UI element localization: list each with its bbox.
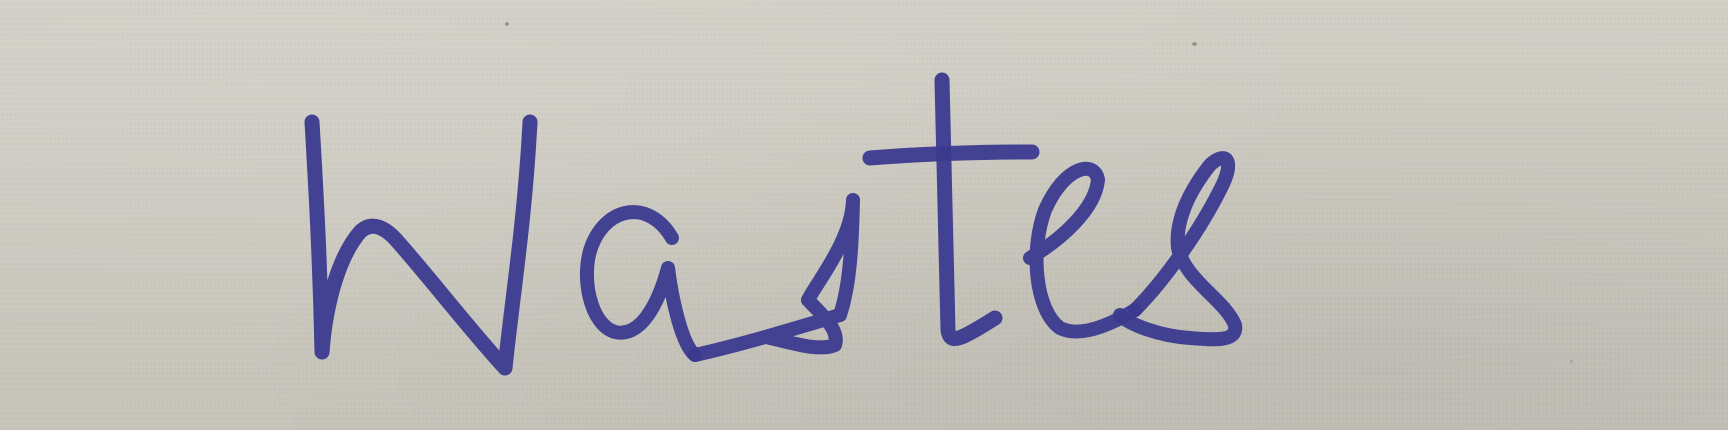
handwritten-word-text: [300, 140, 1300, 340]
